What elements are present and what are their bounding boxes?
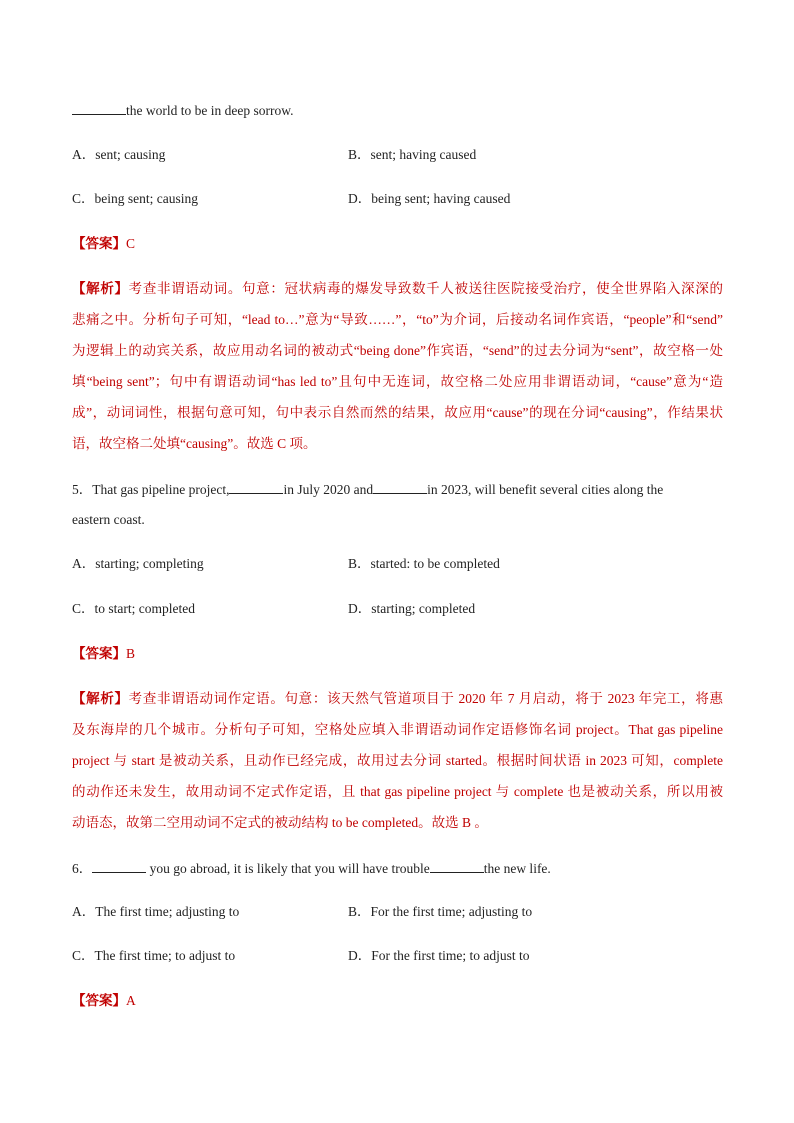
option-c: C．being sent; causing: [72, 191, 198, 206]
option-c: C．to start; completed: [72, 601, 195, 616]
question-stem-tail: [72, 100, 293, 121]
analysis-line: 【解析】考查非谓语动词作定语。句意：该天然气管道项目于 2020 年 7 月启动，将于 2023 年完工，将惠: [72, 691, 724, 706]
answer-tag: 【答案】: [72, 236, 126, 251]
answer-tag: 【答案】: [72, 993, 126, 1008]
analysis-line: 动语态，故第二空用动词不定式的被动结构 to be completed。故选 B 。: [72, 815, 488, 830]
question-5-stem: 5．That gas pipeline project, in July 2020 and in 2023, will benefit several cities along the: [72, 479, 663, 500]
analysis-line: 填“being sent”；句中有谓语动词“has led to”且句中无连词，故空格二处应用非谓语动词，“cause”意为“造: [72, 374, 723, 389]
answer-tag: 【答案】: [72, 646, 126, 661]
analysis-line: 为逻辑上的动宾关系，故应用动名词的被动式“being done”作宾语，“send”的过去分词为“sent”，故空格一处: [72, 343, 723, 358]
question-5-stem-line2: eastern coast.: [72, 512, 145, 527]
analysis-line: 成”，动词词性，根据句意可知，句中表示自然而然的结果，故应用“cause”的现在分词“causing”，作结果状: [72, 405, 723, 420]
answer-value: C: [126, 236, 136, 251]
option-b: B．For the first time; adjusting to: [348, 904, 533, 919]
question-number: 5．: [72, 482, 93, 497]
question-6-stem: 6． you go abroad, it is likely that you will have trouble the new life.: [72, 858, 551, 879]
analysis-tag: 【解析】: [72, 691, 129, 706]
analysis-line: project 与 start 是被动关系，且动作已经完成，故用过去分词 started。根据时间状语 in 2023 可知，complete: [72, 753, 723, 768]
analysis-line: 及东海岸的几个城市。分析句子可知，空格处应填入非谓语动词作定语修饰名词 project。That gas pipeline: [72, 722, 723, 737]
answer-value: A: [126, 993, 136, 1008]
option-d: D．starting; completed: [348, 601, 476, 616]
option-a: A．starting; completing: [72, 556, 204, 571]
answer-line: [72, 644, 135, 664]
answer-blank: [430, 858, 484, 873]
question-number: 6．: [72, 861, 93, 876]
option-d: D．For the first time; to adjust to: [348, 948, 530, 963]
analysis-tag: 【解析】: [72, 281, 129, 296]
answer-blank: [92, 858, 146, 873]
answer-line: [72, 234, 135, 254]
stem-text: the world to be in deep sorrow.: [126, 103, 294, 118]
analysis-line: 悲痛之中。分析句子可知，“lead to…”意为“导致……”，“to”为介词，后接动名词作宾语，“people”和“send”: [72, 312, 723, 327]
answer-value: B: [126, 646, 136, 661]
answer-blank: [373, 479, 427, 494]
analysis-line: 【解析】考查非谓语动词。句意：冠状病毒的爆发导致数千人被送往医院接受治疗，使全世界陷入深深的: [72, 281, 724, 296]
answer-line: [72, 991, 136, 1011]
option-a: A．sent; causing: [72, 147, 166, 162]
option-a: A．The first time; adjusting to: [72, 904, 240, 919]
option-d: D．being sent; having caused: [348, 191, 511, 206]
analysis-line: 语，故空格二处填“causing”。故选 C 项。: [72, 436, 317, 451]
option-c: C．The first time; to adjust to: [72, 948, 236, 963]
option-b: B．sent; having caused: [348, 147, 477, 162]
answer-blank: [229, 479, 283, 494]
analysis-line: 的动作还未发生，故用动词不定式作定语，且 that gas pipeline project 与 complete 也是被动关系，所以用被: [72, 784, 723, 799]
answer-blank: [72, 100, 126, 115]
option-b: B．started: to be completed: [348, 556, 500, 571]
